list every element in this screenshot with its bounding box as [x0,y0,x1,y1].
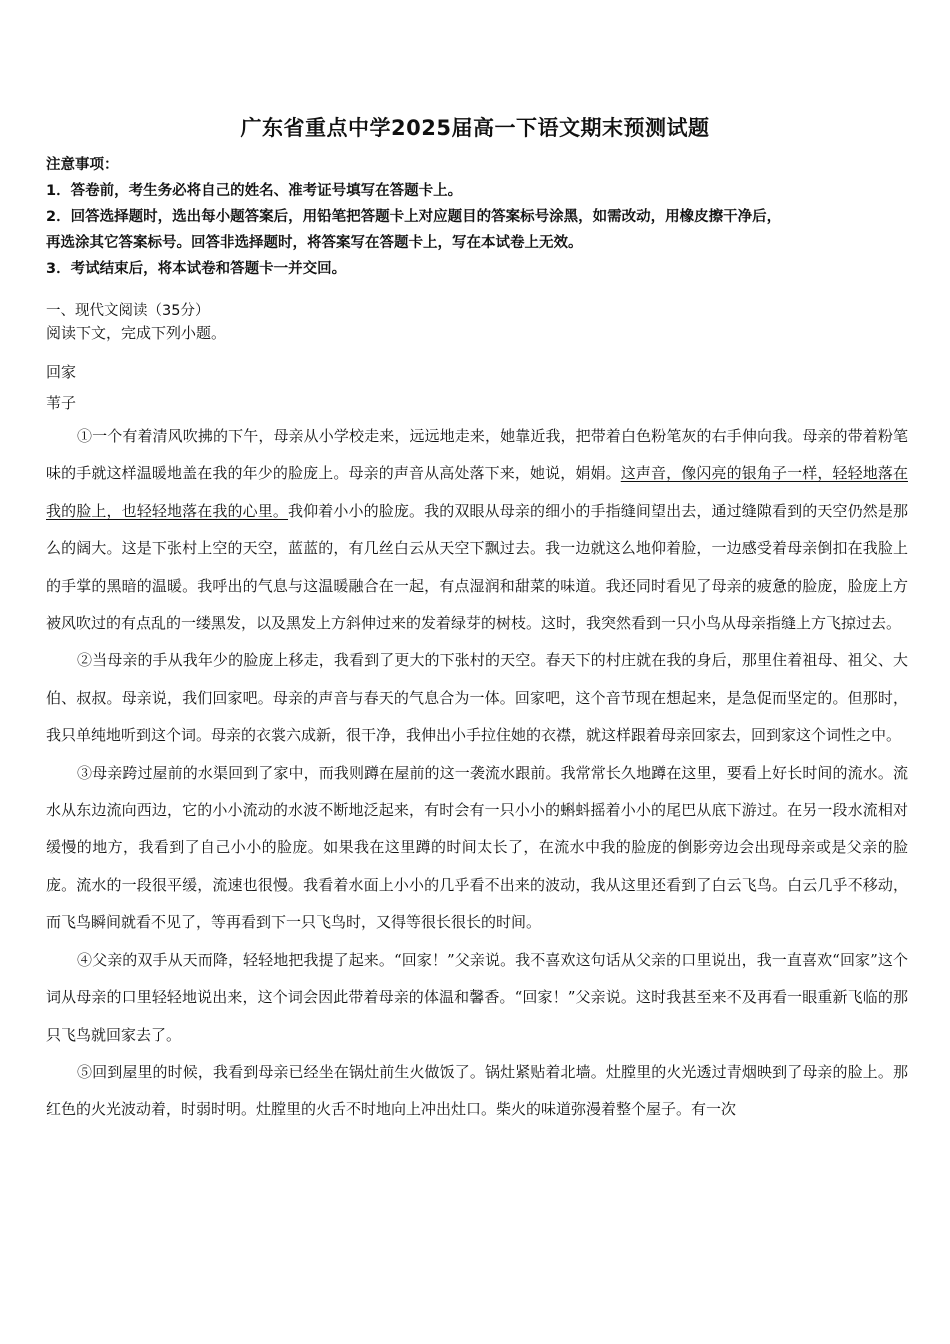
article-body [46,418,908,1129]
section-header [46,300,906,419]
notice-item: 2．回答选择题时，选出每小题答案后，用铅笔把答题卡上对应题目的答案标号涂黑，如需改动，用橡皮擦干净后， [46,209,782,225]
paragraph-2: ②当母亲的手从我年少的脸庞上移走，我看到了更大的下张村的天空。春天下的村庄就在我的身后，那里住着祖母、祖父、大伯、叔叔。母亲说，我们回家吧。母亲的声音与春天的气息合为一体。回家吧，这个音节现在想起来，是急促而坚定的。但那时，我只单纯地听到这个词。母亲的衣裳六成新，很干净，我伸出小手拉住她的衣襟，就这样跟着母亲回家去，回到家这个词性之中。 [46,651,908,745]
section-heading: 一、现代文阅读（35分） [46,303,210,319]
notice-heading: 注意事项： [46,157,119,173]
page-title: 广东省重点中学2025届高一下语文期末预测试题 [240,116,710,140]
paragraph-1 [46,418,908,642]
article-author: 苇子 [46,394,77,412]
notice-block [46,152,916,282]
paragraph-4: ④父亲的双手从天而降，轻轻地把我提了起来。“回家！”父亲说。我不喜欢这句话从父亲的口里说出，我一直喜欢“回家”这个词从母亲的口里轻轻地说出来，这个词会因此带着母亲的体温和馨香。“回家！”父亲说。这时我甚至来不及再看一眼重新飞临的那只飞鸟就回家去了。 [46,950,908,1044]
notice-item: 再选涂其它答案标号。回答非选择题时，将答案写在答题卡上，写在本试卷上无效。 [46,235,583,251]
instruction: 阅读下文，完成下列小题。 [46,324,227,342]
notice-item: 1．答卷前，考生务必将自己的姓名、准考证号填写在答题卡上。 [46,183,463,199]
underlined-sentence: 这声音，像闪亮的银角子一样，轻轻地落在我的脸上，也轻轻地落在我的心里。 [46,464,908,520]
notice-item: 3．考试结束后，将本试卷和答题卡一并交回。 [46,261,347,277]
paragraph-1-text-rest: 我仰着小小的脸庞。我的双眼从母亲的细小的手指缝间望出去，通过缝隙看到的天空仍然是那么的阔大。这是下张村上空的天空，蓝蓝的，有几丝白云从天空下飘过去。我一边就这么地仰着脸，一边感受着母亲倒扣在我脸上的手掌的黑暗的温暖。我呼出的气息与这温暖融合在一起，有点湿润和甜菜的味道。我还同时看见了母亲的疲惫的脸庞，脸庞上方被风吹过的有点乱的一缕黑发，以及黑发上方斜伸过来的发着绿芽的树枝。这时，我突然看到一只小鸟从母亲指缝上方飞掠过去。 [46,501,908,633]
paragraph-5: ⑤回到屋里的时候，我看到母亲已经坐在锅灶前生火做饭了。锅灶紧贴着北墙。灶膛里的火光透过青烟映到了母亲的脸上。那红色的火光波动着，时弱时明。灶膛里的火舌不时地向上冲出灶口。柴火的味道弥漫着整个屋子。有一次 [46,1062,908,1119]
article-title: 回家 [46,363,77,381]
paragraph-3: ③母亲跨过屋前的水渠回到了家中，而我则蹲在屋前的这一袭流水跟前。我常常长久地蹲在这里，要看上好长时间的流水。流水从东边流向西边，它的小小流动的水波不断地泛起来，有时会有一只小小的蝌蚪摇着小小的尾巴从底下游过。在另一段水流相对缓慢的地方，我看到了自己小小的脸庞。如果我在这里蹲的时间太长了，在流水中我的脸庞的倒影旁边会出现母亲或是父亲的脸庞。流水的一段很平缓，流速也很慢。我看着水面上小小的几乎看不出来的波动，我从这里还看到了白云飞鸟。白云几乎不移动，而飞鸟瞬间就看不见了，等再看到下一只飞鸟时，又得等很长很长的时间。 [46,763,908,932]
paragraph-1-text: ①一个有着清风吹拂的下午，母亲从小学校走来，远远地走来，她靠近我，把带着白色粉笔灰的右手伸向我。母亲的带着粉笔味的手就这样温暖地盖在我的年少的脸庞上。母亲的声音从高处落下来，她说，娟娟。 [46,427,908,483]
